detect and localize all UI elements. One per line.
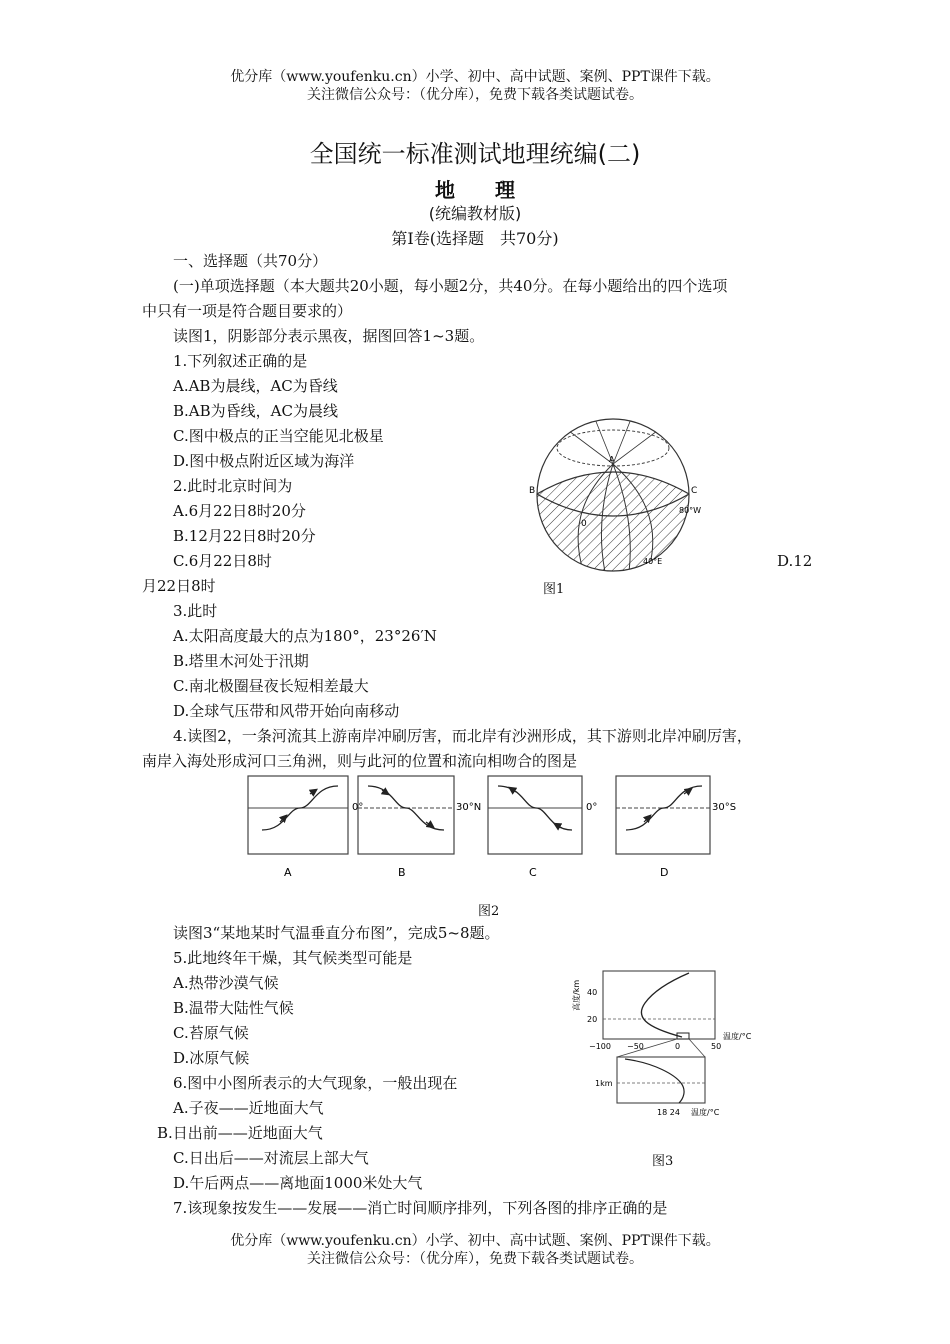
q3-option-b: B.塔里木河处于汛期: [173, 652, 309, 670]
figure-1: [525, 410, 715, 575]
figure-2: [240, 772, 740, 884]
q5-stem: 5.此地终年干燥，其气候类型可能是: [173, 949, 413, 967]
fig2-letter-d: D: [660, 866, 669, 879]
inversion-line: [625, 1059, 684, 1103]
fig3-ylabel: 高度/km: [572, 979, 581, 1011]
volume-title: 第Ⅰ卷(选择题 共70分): [391, 229, 559, 248]
q2-option-d-part2: 月22日8时: [142, 577, 216, 595]
q3-option-d: D.全球气压带和风带开始向南移动: [173, 702, 400, 720]
figure-3: [565, 965, 765, 1125]
fig2-panel-b: [358, 776, 481, 879]
fig2-panel-a: [248, 776, 363, 879]
q5-option-b: B.温带大陆性气候: [173, 999, 294, 1017]
q6-stem: 6.图中小图所表示的大气现象，一般出现在: [173, 1074, 458, 1092]
fig3-xtick-1: −50: [627, 1042, 644, 1051]
footer-line-1: 优分库（www.youfenku.cn）小学、初中、高中试题、案例、PPT课件下载。: [230, 1233, 720, 1249]
temp-profile-line: [641, 973, 689, 1037]
section-intro-2: 中只有一项是符合题目要求的）: [142, 302, 353, 320]
q6-option-a: A.子夜——近地面大气: [173, 1099, 324, 1117]
fig3-ytick-40: 40: [587, 988, 598, 997]
page-title: 全国统一标准测试地理统编(二): [309, 140, 641, 168]
q2-stem: 2.此时北京时间为: [173, 477, 293, 495]
fig2-lat-d: 30°S: [712, 802, 737, 813]
q4-stem-2: 南岸入海处形成河口三角洲，则与此河的位置和流向相吻合的图是: [142, 752, 578, 770]
fig3-xtick-0: −100: [589, 1042, 611, 1051]
fig1-label-c: C: [691, 486, 698, 496]
night-region: [537, 472, 689, 575]
q2-option-c: C.6月22日8时: [173, 552, 272, 570]
q3-option-a: A.太阳高度最大的点为180°，23°26′N: [173, 627, 437, 645]
fig1-label-b: B: [529, 486, 536, 496]
fig2-panel-c: [488, 776, 597, 879]
fig3-inset-x: 18 24: [657, 1108, 680, 1117]
fig1-caption: 图1: [543, 582, 565, 597]
q1-option-d: D.图中极点附近区域为海洋: [173, 452, 355, 470]
fig2-letter-b: B: [398, 866, 406, 879]
q1-option-b: B.AB为昏线，AC为晨线: [173, 402, 338, 420]
q6-option-d: D.午后两点——离地面1000米处大气: [173, 1174, 423, 1192]
q6-option-b: B.日出前——近地面大气: [157, 1124, 323, 1142]
header-line-1: 优分库（www.youfenku.cn）小学、初中、高中试题、案例、PPT课件下载。: [230, 69, 720, 85]
q3-stem: 3.此时: [173, 602, 218, 620]
q1-option-a: A.AB为晨线，AC为昏线: [173, 377, 338, 395]
fig1-label-zero: 0: [581, 519, 587, 529]
fig3-ytick-20: 20: [587, 1015, 598, 1024]
q1-stem: 1.下列叙述正确的是: [173, 352, 308, 370]
fig1-label-40e: 40°E: [643, 557, 663, 566]
q5-option-d: D.冰原气候: [173, 1049, 250, 1067]
fig2-panel-d: [616, 776, 736, 879]
fig3-caption: 图3: [652, 1154, 674, 1169]
edition-label: (统编教材版): [428, 204, 522, 223]
fig1-label-80w: 80°W: [679, 506, 702, 515]
q7-stem: 7.该现象按发生——发展——消亡时间顺序排列，下列各图的排序正确的是: [173, 1199, 668, 1217]
q5-option-c: C.苔原气候: [173, 1024, 249, 1042]
q2-option-b: B.12月22日8时20分: [173, 527, 316, 545]
q5-option-a: A.热带沙漠气候: [173, 974, 279, 992]
fig3-xlabel: 温度/°C: [723, 1032, 752, 1041]
fig3-xtick-2: 0: [675, 1042, 681, 1051]
read-fig1: 读图1，阴影部分表示黑夜，据图回答1~3题。: [173, 327, 485, 345]
header-line-2: 关注微信公众号：（优分库），免费下载各类试题试卷。: [307, 87, 643, 103]
q4-stem-1: 4.读图2，一条河流其上游南岸冲刷厉害，而北岸有沙洲形成，其下游则北岸冲刷厉害，: [173, 727, 752, 745]
q3-option-c: C.南北极圈昼夜长短相差最大: [173, 677, 369, 695]
q1-option-c: C.图中极点的正当空能见北极星: [173, 427, 384, 445]
q6-option-c: C.日出后——对流层上部大气: [173, 1149, 369, 1167]
fig2-letter-c: C: [529, 866, 537, 879]
section-intro-1: (一)单项选择题（本大题共20小题，每小题2分，共40分。在每小题给出的四个选项: [173, 277, 728, 295]
fig2-lat-a: 0°: [352, 802, 364, 813]
fig2-caption: 图2: [478, 904, 500, 919]
fig2-lat-c: 0°: [586, 802, 598, 813]
fig2-lat-b: 30°N: [456, 802, 482, 813]
q2-option-d-part1: D.12: [777, 552, 813, 570]
fig3-inset-y: 1km: [595, 1079, 613, 1088]
fig1-label-a: A: [609, 455, 615, 464]
section-heading: 一、选择题（共70分）: [173, 252, 328, 270]
fig3-xtick-3: 50: [711, 1042, 722, 1051]
read-fig3: 读图3“某地某时气温垂直分布图”，完成5~8题。: [173, 924, 500, 942]
subject-title: 地 理: [435, 178, 515, 202]
footer-line-2: 关注微信公众号：（优分库），免费下载各类试题试卷。: [307, 1251, 643, 1267]
fig3-inset-xlabel: 温度/°C: [691, 1108, 720, 1117]
q2-option-a: A.6月22日8时20分: [173, 502, 306, 520]
fig2-letter-a: A: [284, 866, 292, 879]
